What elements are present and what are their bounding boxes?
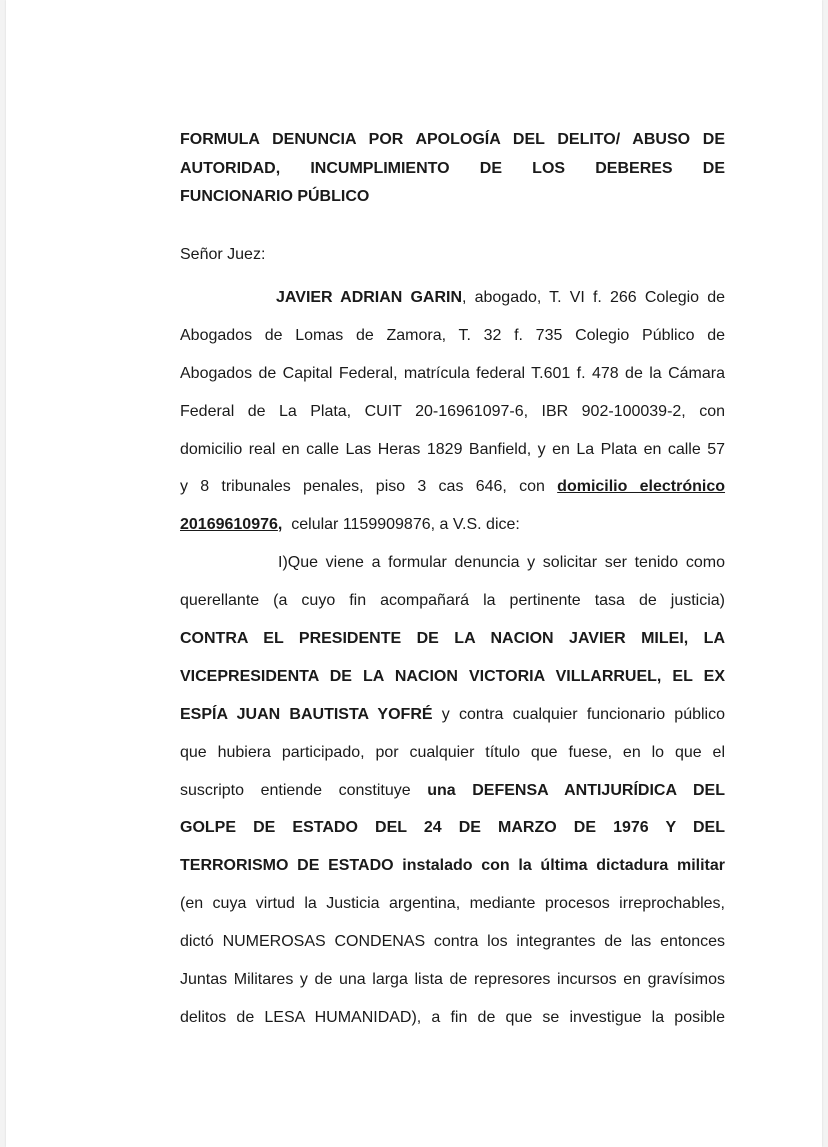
p2-line-11: dictó NUMEROSAS CONDENAS contra los integrantes de las entonces — [180, 933, 725, 951]
p1-line-6: y 8 tribunales penales, piso 3 cas 646, con domicilio electrónico — [180, 478, 726, 496]
p1-line-4: Federal de La Plata, CUIT 20-16961097-6, IBR 902-100039-2, con — [180, 402, 725, 420]
title-line-1: FORMULA DENUNCIA POR APOLOGÍA DEL DELITO/ ABUSO DE — [180, 131, 725, 148]
p2-line-7: suscripto entiende constituye una DEFENSA ANTIJURÍDICA DEL — [180, 781, 725, 799]
p1-line-7: 20169610976, celular 1159909876, a V.S. dice: — [180, 516, 520, 534]
electronic-domicile-label: domicilio electrónico — [557, 478, 726, 496]
p2-line-5: ESPÍA JUAN BAUTISTA YOFRÉ y contra cualquier funcionario público — [180, 705, 726, 723]
title-line-2: AUTORIDAD, INCUMPLIMIENTO DE LOS DEBERES DE — [180, 159, 725, 177]
document-title — [180, 126, 725, 212]
document-content — [180, 126, 726, 1026]
electronic-domicile-number: 20169610976 — [180, 516, 278, 534]
p2-line-3: CONTRA EL PRESIDENTE DE LA NACION JAVIER MILEI, LA — [180, 630, 725, 648]
p1-line-1: JAVIER ADRIAN GARIN, abogado, T. VI f. 266 Colegio de — [276, 289, 725, 306]
p2-line-2: querellante (a cuyo fin acompañará la pertinente tasa de justicia) — [180, 592, 725, 610]
document-body — [180, 279, 725, 1037]
title-line-3: FUNCIONARIO PÚBLICO — [180, 188, 370, 205]
salutation: Señor Juez: — [180, 246, 266, 263]
p1-line-3: Abogados de Capital Federal, matrícula federal T.601 f. 478 de la Cámara — [180, 364, 725, 382]
p1-line-2: Abogados de Lomas de Zamora, T. 32 f. 735 Colegio Público de — [180, 326, 725, 344]
p2-line-8: GOLPE DE ESTADO DEL 24 DE MARZO DE 1976 Y DEL — [180, 819, 725, 837]
p2-line-12: Juntas Militares y de una larga lista de represores incursos en gravísimos — [180, 971, 725, 989]
lawyer-name: JAVIER ADRIAN GARIN — [276, 289, 463, 306]
p2-line-13: delitos de LESA HUMANIDAD), a fin de que se investigue la posible — [180, 1008, 725, 1026]
p2-line-6: que hubiera participado, por cualquier título que fuese, en lo que el — [180, 743, 725, 761]
p2-line-9: TERRORISMO DE ESTADO instalado con la última dictadura militar — [180, 857, 725, 875]
p2-line-10: (en cuya virtud la Justicia argentina, mediante procesos irreprochables, — [180, 895, 725, 913]
p2-line-4: VICEPRESIDENTA DE LA NACION VICTORIA VILLARRUEL, EL EX — [180, 667, 725, 685]
p2-line-1: I)Que viene a formular denuncia y solicitar ser tenido como — [278, 554, 725, 572]
document-page — [6, 0, 822, 1147]
p1-line-5: domicilio real en calle Las Heras 1829 Banfield, y en La Plata en calle 57 — [180, 440, 725, 458]
